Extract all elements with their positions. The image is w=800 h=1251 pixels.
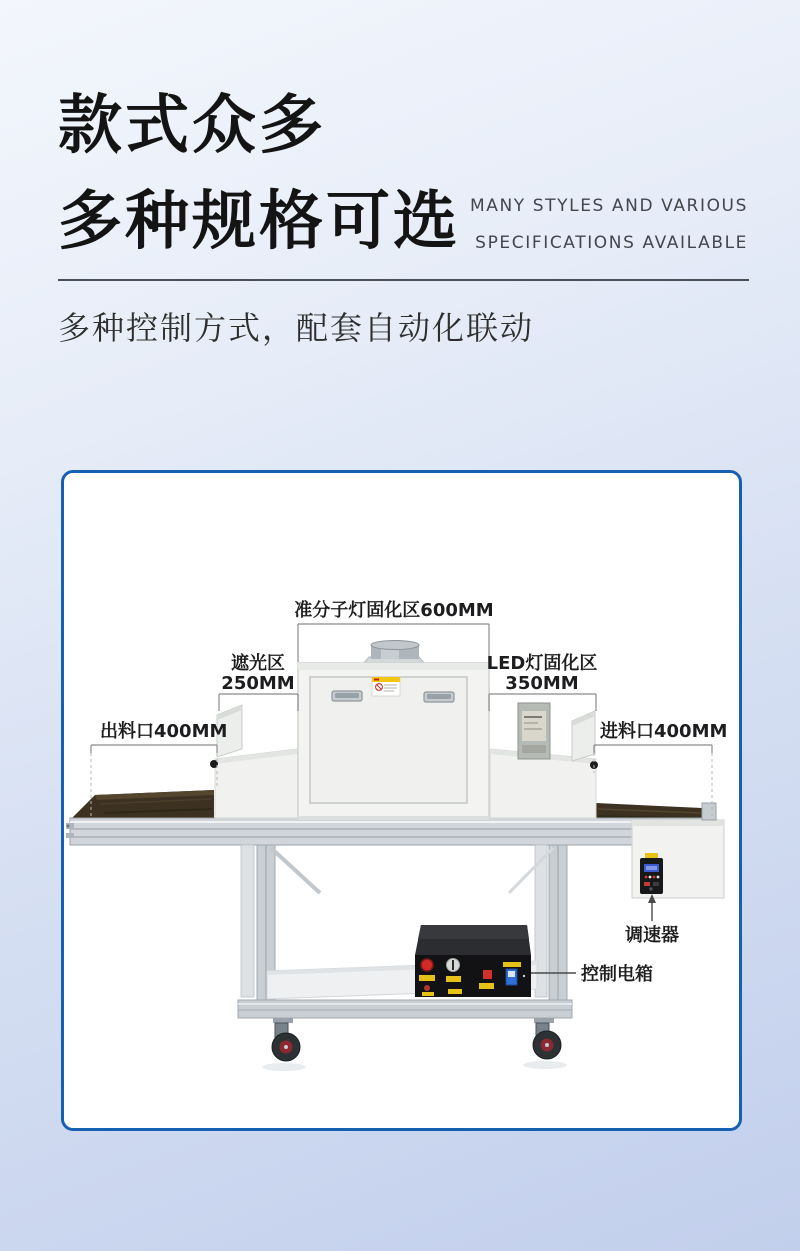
caster-left xyxy=(262,1018,306,1071)
curing-chamber xyxy=(298,641,489,821)
label-inlet: 进料口400MM xyxy=(600,721,728,742)
subtitle-en-line1: MANY STYLES AND VARIOUS xyxy=(469,196,748,216)
dim-bracket-shade xyxy=(219,694,298,711)
label-outlet: 出料口400MM xyxy=(100,721,228,742)
label-led-zone-size: 350MM xyxy=(505,673,579,694)
caster-right xyxy=(523,1018,567,1069)
led-zone-fixture xyxy=(518,703,550,759)
label-speed-controller: 调速器 xyxy=(625,925,679,946)
conveyor-beam xyxy=(66,818,716,845)
conveyor-belt-left xyxy=(72,790,214,818)
label-led-zone-name: LED灯固化区 xyxy=(486,653,598,674)
led-zone-cover xyxy=(490,703,598,818)
divider-line xyxy=(58,279,749,281)
product-photo-card xyxy=(61,470,742,1131)
exhaust-pipe xyxy=(364,641,424,664)
subtitle-en-line2: SPECIFICATIONS AVAILABLE xyxy=(475,233,748,253)
bottom-frame xyxy=(238,1000,572,1018)
label-shade-zone-size: 250MM xyxy=(221,673,295,694)
machine-diagram xyxy=(64,473,739,1128)
control-electric-box xyxy=(415,925,531,997)
speed-controller-panel xyxy=(640,853,663,894)
indicator-button xyxy=(483,970,492,979)
page-title-line2: 多种规格可选 xyxy=(58,185,460,259)
label-control-box: 控制电箱 xyxy=(581,964,653,985)
machine-illustration xyxy=(66,641,724,1072)
label-excimer-zone: 准分子灯固化区600MM xyxy=(294,600,494,621)
page-title-line1: 款式众多 xyxy=(58,89,326,163)
label-shade-zone-name: 遮光区 xyxy=(231,653,285,674)
warning-sticker xyxy=(372,677,400,696)
tagline: 多种控制方式，配套自动化联动 xyxy=(58,309,535,347)
conveyor-belt-right xyxy=(596,803,702,820)
emergency-stop-button xyxy=(421,959,433,971)
